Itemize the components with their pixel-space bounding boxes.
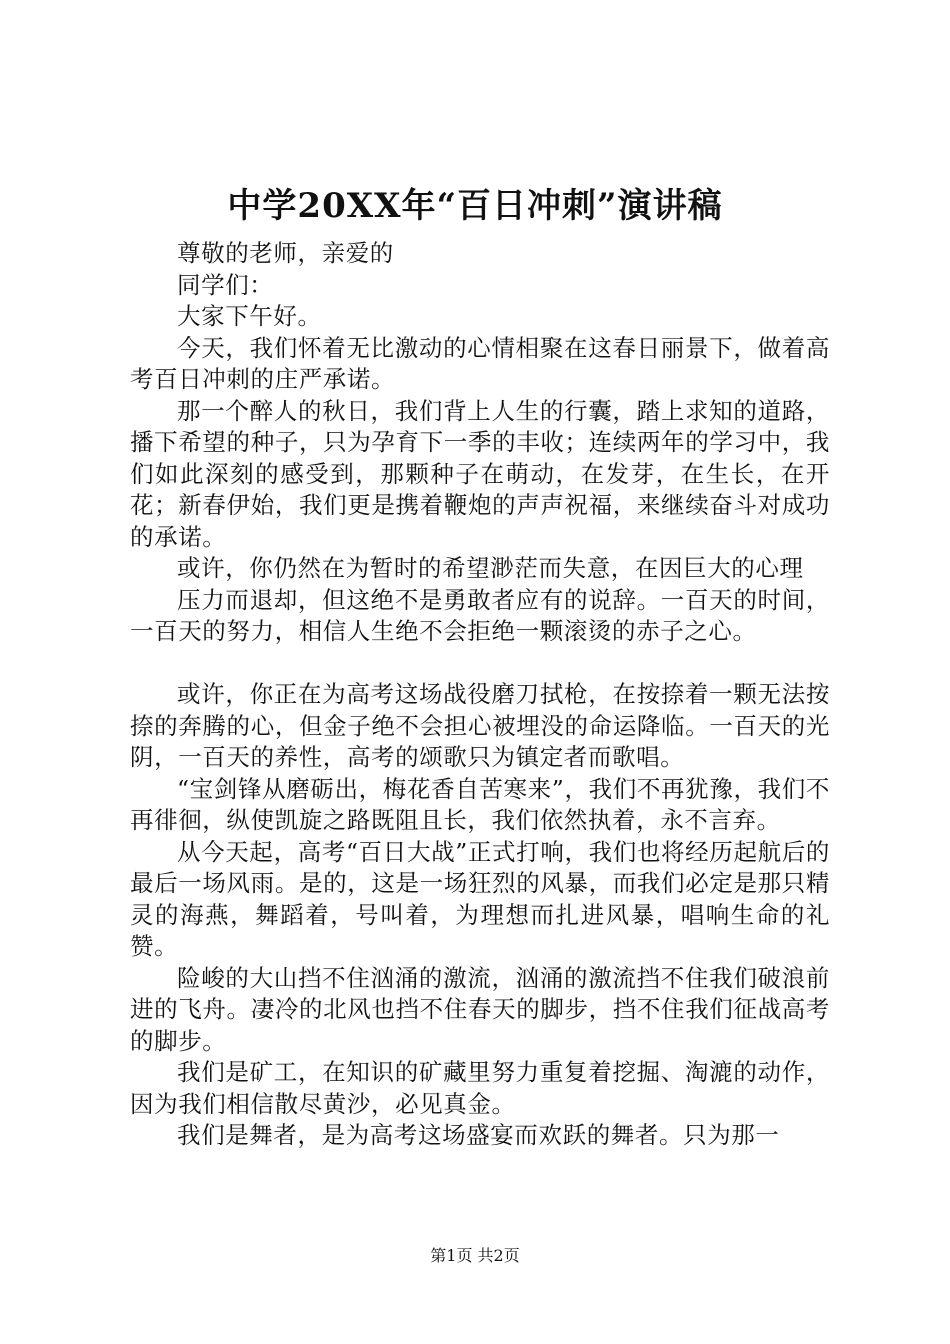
paragraph-salutation-2: 同学们： xyxy=(177,270,274,299)
document-body xyxy=(130,238,830,1152)
paragraph-6: 或许，你仍然在为暂时的希望渺茫而失意，在因巨大的心理 xyxy=(177,554,804,582)
document-title: 中学20XX年“百日冲刺”演讲稿 xyxy=(227,186,723,226)
paragraph-7: 压力而退却，但这绝不是勇敢者应有的说辞。一百天的时间，一百天的努力，相信人生绝不会拒绝一颗滚烫的赤子之心。 xyxy=(130,585,830,645)
paragraph-12: 我们是矿工，在知识的矿藏里努力重复着挖掘、淘漉的动作，因为我们相信散尽黄沙，必见真金。 xyxy=(130,1058,830,1118)
paragraph-greeting: 大家下午好。 xyxy=(177,302,322,330)
paragraph-5: 那一个醉人的秋日，我们背上人生的行囊，踏上求知的道路，播下希望的种子，只为孕育下一季的丰收；连续两年的学习中，我们如此深刻的感受到，那颗种子在萌动，在发芽，在生长，在开花；新春伊始，我们更是携着鞭炮的声声祝福，来继续奋斗对成功的承诺。 xyxy=(130,396,830,551)
paragraph-10: 从今天起，高考“百日大战”正式打响，我们也将经历起航后的最后一场风雨。是的，这是一场狂烈的风暴，而我们必定是那只精灵的海燕，舞蹈着，号叫着，为理想而扎进风暴，唱响生命的礼赞。 xyxy=(130,837,830,960)
paragraph-11: 险峻的大山挡不住汹涌的激流，汹涌的激流挡不住我们破浪前进的飞舟。凄冷的北风也挡不住春天的脚步，挡不住我们征战高考的脚步。 xyxy=(130,963,830,1055)
paragraph-13: 我们是舞者，是为高考这场盛宴而欢跃的舞者。只为那一 xyxy=(177,1121,780,1149)
paragraph-salutation-1: 尊敬的老师，亲爱的 xyxy=(177,239,394,267)
paragraph-8: 或许，你正在为高考这场战役磨刀拭枪，在按捺着一颗无法按捺的奔腾的心，但金子绝不会担心被埋没的命运降临。一百天的光阴，一百天的养性，高考的颂歌只为镇定者而歌唱。 xyxy=(130,680,830,771)
paragraph-4: 今天，我们怀着无比激动的心情相聚在这春日丽景下，做着高考百日冲刺的庄严承诺。 xyxy=(130,333,830,393)
page-number: 第1页 共2页 xyxy=(430,1246,520,1265)
paragraph-9: “宝剑锋从磨砺出，梅花香自苦寒来”，我们不再犹豫，我们不再徘徊，纵使凯旋之路既阻且长，我们依然执着，永不言弃。 xyxy=(130,774,830,834)
